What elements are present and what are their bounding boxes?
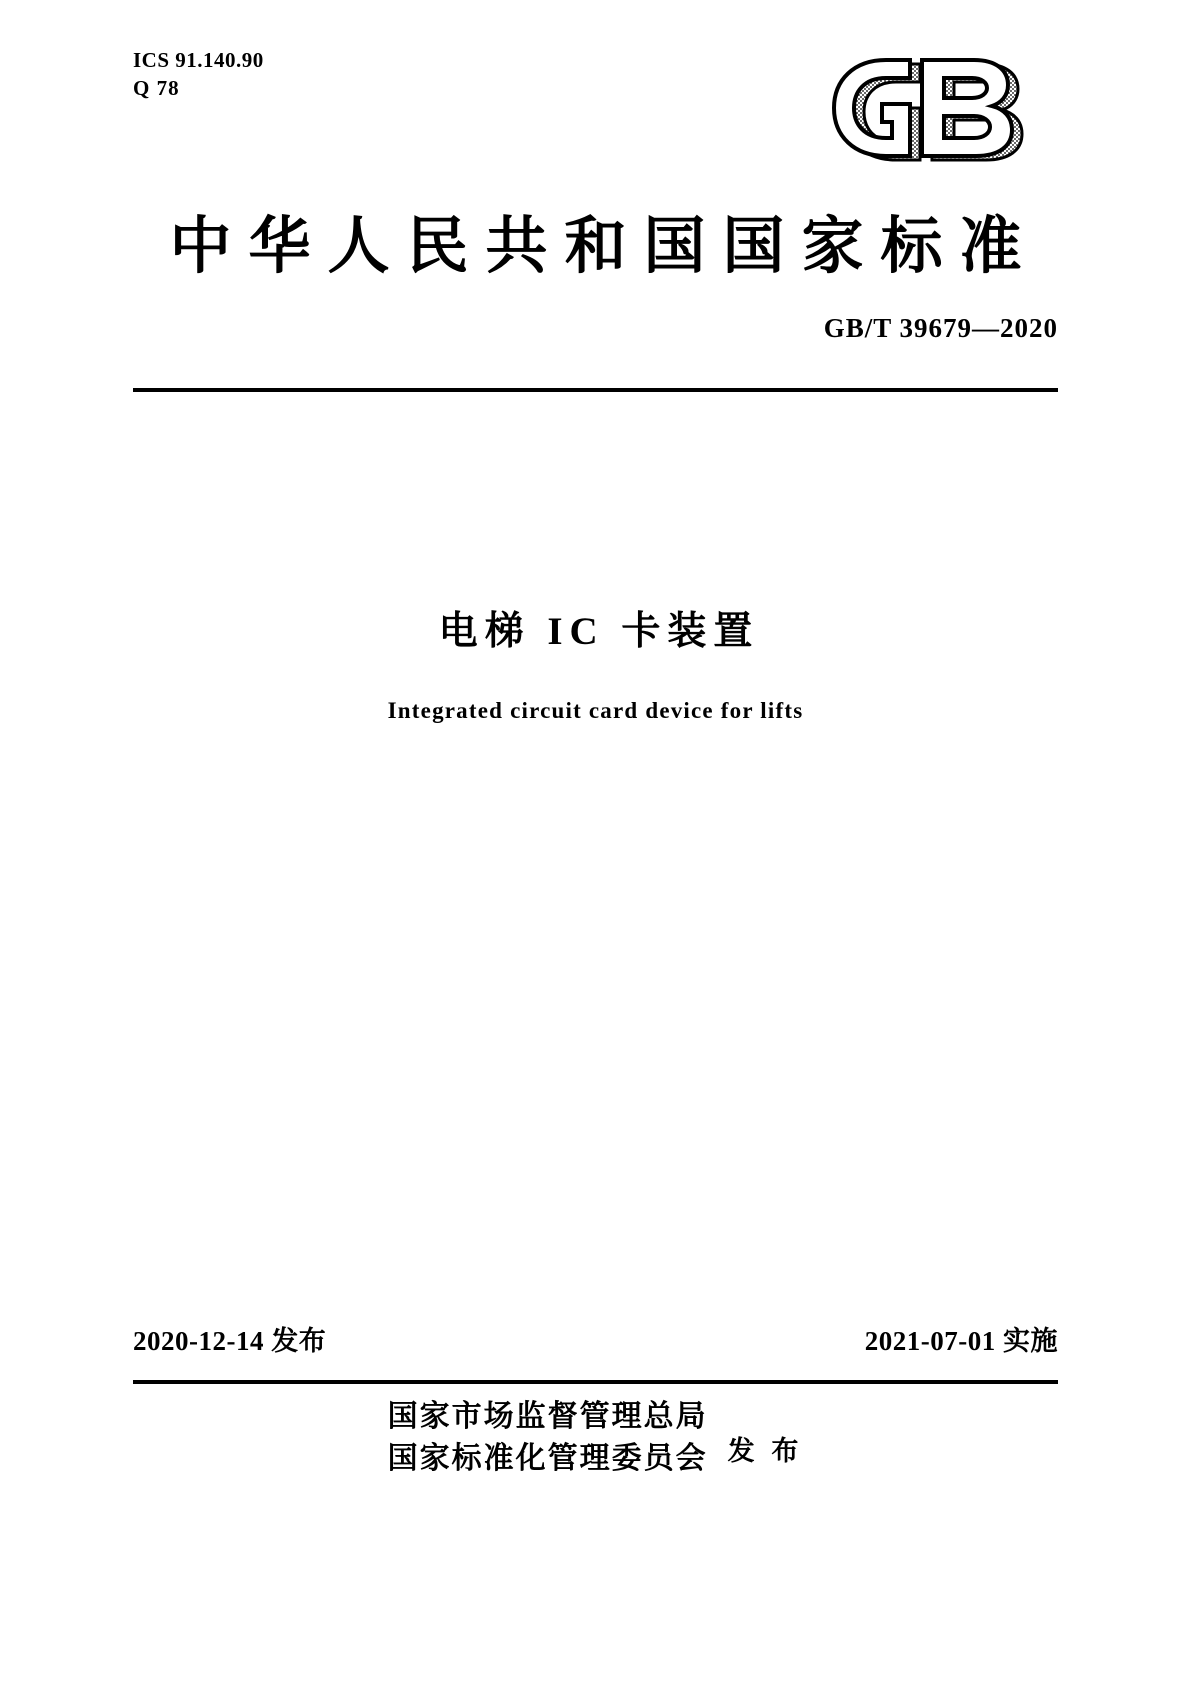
issuer-publish-label: 发 布 [727,1435,804,1466]
ics-code: ICS 91.140.90 [133,48,264,72]
category-code: Q 78 [133,76,180,100]
standard-number: GB/T 39679—2020 [823,313,1058,343]
gb-emblem-icon [826,52,1058,172]
classification-codes [133,46,264,102]
issuer-line-1: 国家市场监督管理总局 [387,1400,708,1433]
footer-divider [133,1380,1058,1384]
document-title-english: Integrated circuit card device for lifts [387,698,804,723]
national-standard-title: 中华人民共和国国家标准 [169,213,1039,281]
issuing-authority [0,1396,1191,1480]
document-title-chinese: 电梯 IC 卡装置 [438,610,760,653]
issuer-line-2: 国家标准化管理委员会 [387,1442,708,1475]
header-divider [133,388,1058,392]
effective-date: 2021-07-01 实施 [864,1326,1058,1356]
issuer-names [388,1396,708,1480]
issue-date: 2020-12-14 发布 [133,1326,327,1356]
